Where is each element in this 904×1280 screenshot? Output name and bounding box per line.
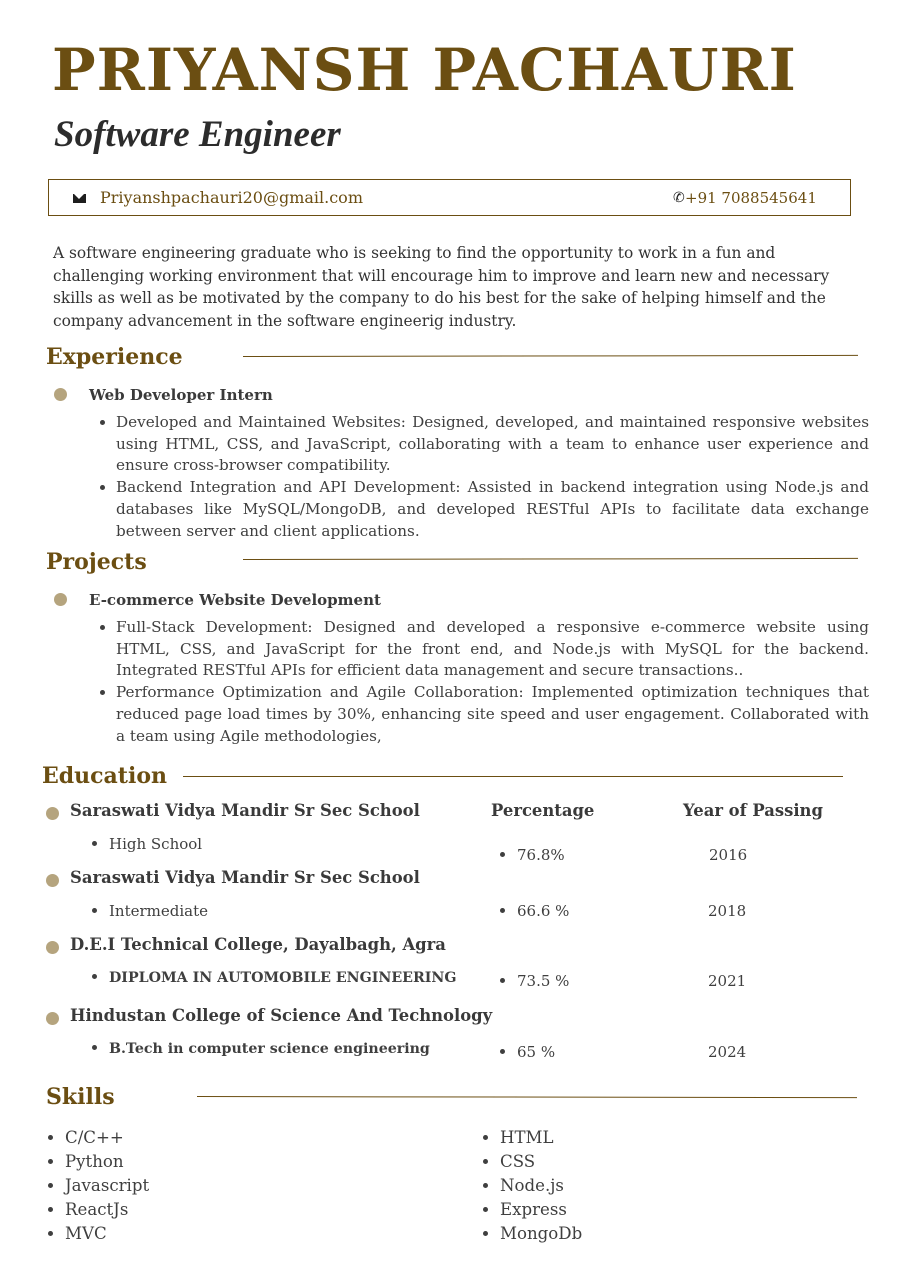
education-year: 2018	[708, 902, 747, 920]
education-level: Intermediate	[92, 902, 208, 920]
project-bullet-dot	[54, 593, 67, 606]
skill-item: • C/C++	[65, 1126, 425, 1150]
education-bullet-dot	[46, 941, 59, 954]
project-detail-item: • Full-Stack Development: Designed and developed a responsive e-commerce website using HTML, CSS, and JavaScript for the front end, and Node.js with MySQL for the backend. Integrated RESTful APIs for efficient data management and secure transactions..	[116, 617, 869, 682]
skills-heading: Skills	[46, 1084, 115, 1110]
experience-divider	[243, 355, 858, 357]
education-bullet-dot	[46, 807, 59, 820]
skill-item: • Python	[65, 1150, 425, 1174]
projects-heading: Projects	[46, 549, 147, 575]
experience-bullet-dot	[54, 388, 67, 401]
education-heading: Education	[42, 763, 167, 789]
skill-item: • ReactJs	[65, 1198, 425, 1222]
skill-item: • MVC	[65, 1222, 425, 1246]
skills-divider	[197, 1096, 857, 1098]
contact-bar	[48, 179, 851, 216]
skill-item: • Node.js	[500, 1174, 860, 1198]
percentage-column-header: Percentage	[491, 801, 595, 820]
email-address[interactable]: Priyanshpachauri20@gmail.com	[100, 188, 363, 207]
skills-list-left	[43, 1126, 425, 1246]
education-year: 2024	[708, 1043, 747, 1061]
education-percentage: 73.5 %	[500, 972, 569, 990]
experience-heading: Experience	[46, 344, 183, 370]
project-detail-item: • Performance Optimization and Agile Collaboration: Implemented optimization techniques that reduced page load times by 30%, enhancing site speed and user engagement. Collaborated with a team using Agile methodologies,	[116, 682, 869, 747]
education-level: High School	[92, 835, 202, 853]
skill-item: • MongoDb	[500, 1222, 860, 1246]
education-bullet-dot	[46, 874, 59, 887]
education-percentage: 66.6 %	[500, 902, 569, 920]
candidate-name: PRIYANSH PACHAURI	[52, 36, 797, 104]
year-column-header: Year of Passing	[683, 801, 823, 820]
skills-list-right	[478, 1126, 860, 1246]
education-percentage: 65 %	[500, 1043, 555, 1061]
skill-item: • HTML	[500, 1126, 860, 1150]
phone-number[interactable]: +91 7088545641	[685, 189, 817, 207]
mail-icon	[73, 194, 86, 203]
project-name: E-commerce Website Development	[89, 591, 381, 609]
education-level: B.Tech in computer science engineering	[92, 1041, 430, 1057]
phone-icon: ✆	[673, 190, 685, 206]
education-bullet-dot	[46, 1012, 59, 1025]
skill-item: • CSS	[500, 1150, 860, 1174]
education-level: DIPLOMA IN AUTOMOBILE ENGINEERING	[92, 970, 457, 986]
education-school: Saraswati Vidya Mandir Sr Sec School	[70, 868, 420, 887]
education-school: Saraswati Vidya Mandir Sr Sec School	[70, 801, 420, 820]
profile-summary: A software engineering graduate who is seeking to find the opportunity to work in a fun and challenging working environment that will encourage him to improve and learn new and necessary skills as well as be motivated by the company to do his best for the sake of helping himself and the company advancement in the software engineerig industry.	[53, 244, 830, 330]
education-year: 2016	[709, 846, 748, 864]
experience-details	[98, 412, 869, 542]
education-percentage: 76.8%	[500, 846, 565, 864]
projects-divider	[243, 558, 858, 560]
skill-item: • Express	[500, 1198, 860, 1222]
job-title: Software Engineer	[54, 114, 341, 155]
education-school: Hindustan College of Science And Technology	[70, 1006, 493, 1025]
skill-item: • Javascript	[65, 1174, 425, 1198]
education-school: D.E.I Technical College, Dayalbagh, Agra	[70, 935, 446, 954]
education-year: 2021	[708, 972, 747, 990]
experience-detail-item: • Backend Integration and API Development: Assisted in backend integration using Node.js and databases like MySQL/MongoDB, and developed RESTful APIs to facilitate data exchange between server and client applications.	[116, 477, 869, 542]
experience-detail-item: • Developed and Maintained Websites: Designed, developed, and maintained responsive websites using HTML, CSS, and JavaScript, collaborating with a team to enhance user experience and ensure cross-browser compatibility.	[116, 412, 869, 477]
project-details	[98, 617, 869, 747]
experience-role: Web Developer Intern	[89, 386, 273, 404]
education-divider	[183, 776, 843, 777]
